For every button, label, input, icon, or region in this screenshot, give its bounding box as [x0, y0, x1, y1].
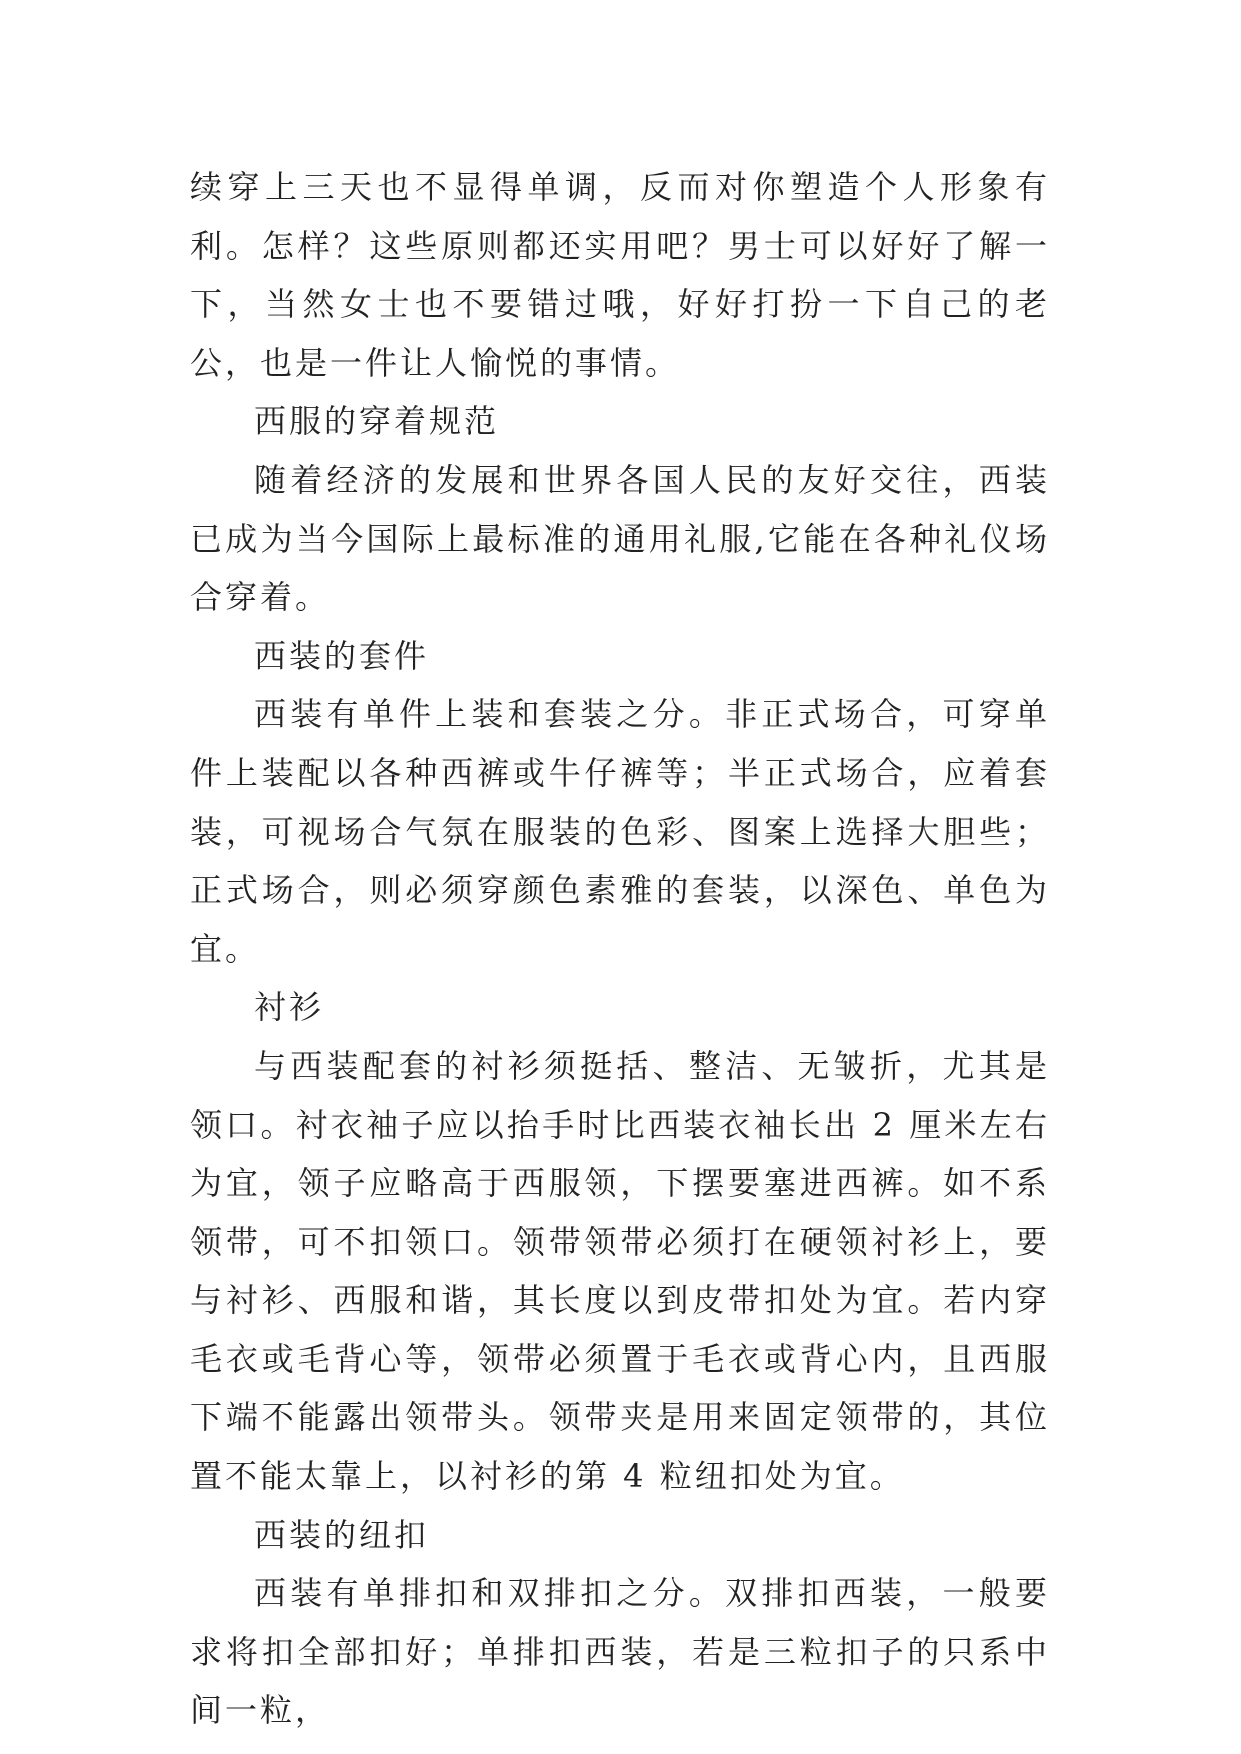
paragraph-suit-sets: 西装有单件上装和套装之分。非正式场合，可穿单件上装配以各种西裤或牛仔裤等；半正式场合，应着套装，可视场合气氛在服装的色彩、图案上选择大胆些；正式场合，则必须穿颜色素雅的套装，以深色、单色为宜。	[190, 695, 1050, 968]
paragraph-continued: 续穿上三天也不显得单调，反而对你塑造个人形象有利。怎样？这些原则都还实用吧？男士可以好好了解一下，当然女士也不要错过哦，好好打扮一下自己的老公，也是一件让人愉悦的事情。	[190, 168, 1050, 382]
paragraph-shirt: 与西装配套的衬衫须挺括、整洁、无皱折，尤其是领口。衬衣袖子应以抬手时比西装衣袖长出 2 厘米左右为宜，领子应略高于西服领，下摆要塞进西裤。如不系领带，可不扣领口。领带领带必须打在硬领衬衫上，要与衬衫、西服和谐，其长度以到皮带扣处为宜。若内穿毛衣或毛背心等，领带必须置于毛衣或背心内，且西服下端不能露出领带头。领带夹是用来固定领带的，其位置不能太靠上，以衬衫的第 4 粒纽扣处为宜。	[190, 1046, 1050, 1496]
section-heading-shirt: 衬衫	[254, 988, 325, 1027]
document-body	[190, 158, 1050, 1740]
section-heading-buttons: 西装的纽扣	[254, 1515, 430, 1554]
paragraph-suit-intro: 随着经济的发展和世界各国人民的友好交往，西装已成为当今国际上最标准的通用礼服,它能在各种礼仪场合穿着。	[190, 460, 1050, 617]
section-heading-suit-sets: 西装的套件	[254, 636, 430, 675]
paragraph-buttons: 西装有单排扣和双排扣之分。双排扣西装，一般要求将扣全部扣好；单排扣西装，若是三粒扣子的只系中间一粒，	[190, 1574, 1050, 1730]
section-heading-suit-norms: 西服的穿着规范	[254, 402, 500, 441]
